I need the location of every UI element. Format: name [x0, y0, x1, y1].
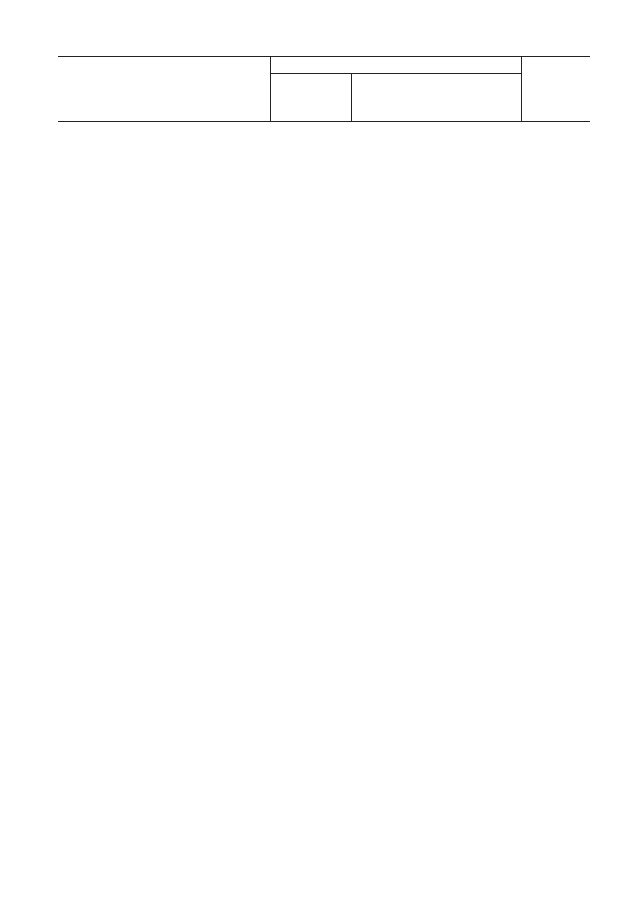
- header-divider: [351, 73, 352, 121]
- table-row: [0, 141, 640, 172]
- table-row: [0, 336, 640, 367]
- table-row: [0, 299, 640, 330]
- table-row: [0, 176, 640, 293]
- column-header-name: [58, 57, 270, 121]
- column-header-cash: [525, 57, 587, 121]
- column-header-admin: [272, 74, 350, 121]
- header-divider: [521, 57, 522, 121]
- column-header-income: [358, 74, 514, 121]
- column-group-budget-code: [270, 57, 521, 73]
- table-row: [0, 119, 640, 135]
- table-header: [58, 56, 590, 122]
